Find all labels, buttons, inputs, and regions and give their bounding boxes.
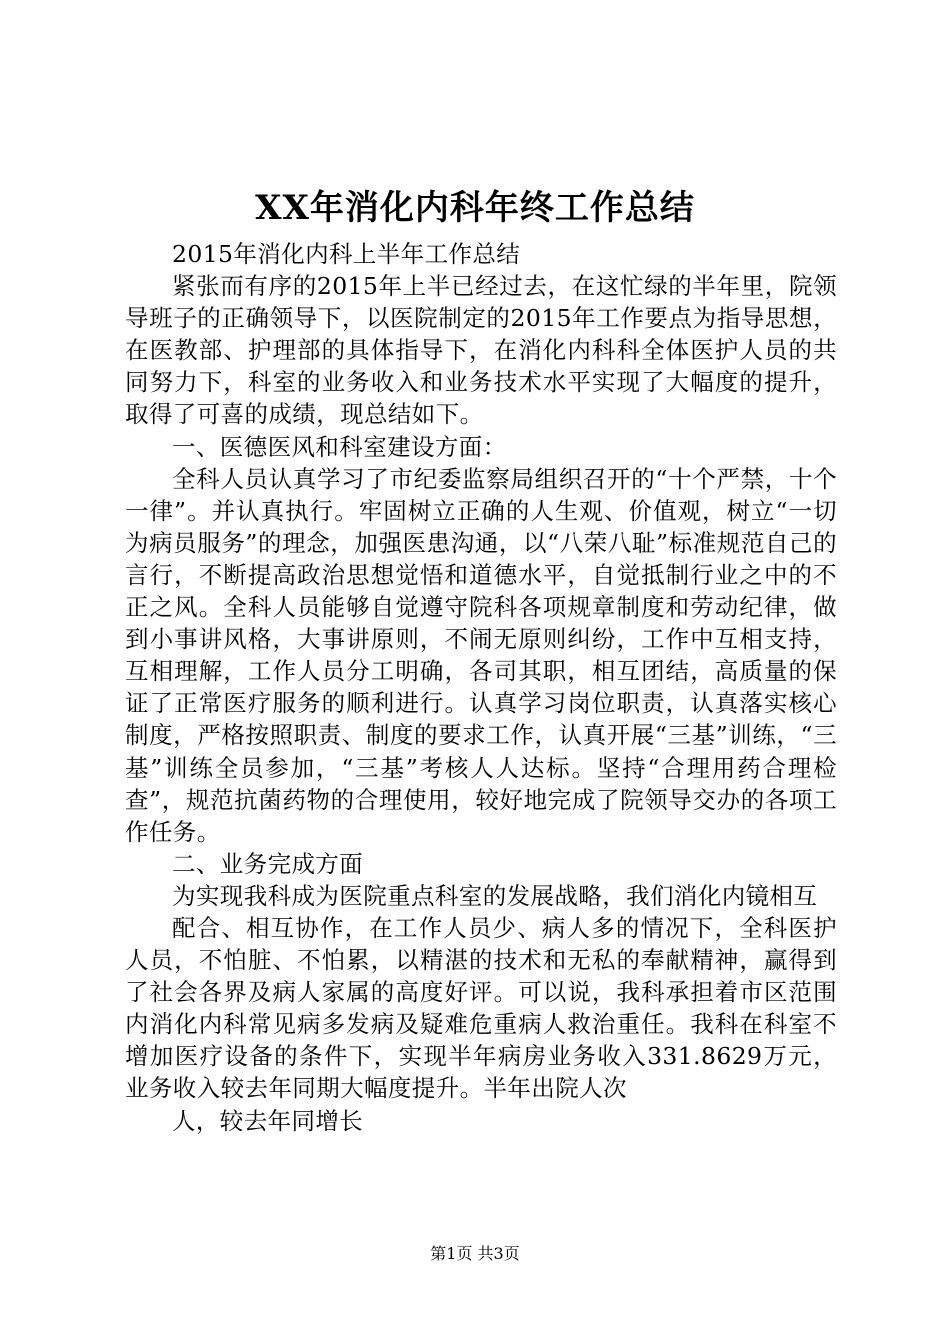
- paragraph-business-1: 为实现我科成为医院重点科室的发展战略，我们消化内镜相互: [172, 881, 818, 910]
- paragraph-business-2: 配合、相互协作，在工作人员少、病人多的情况下，全科医护人员，不怕脏、不怕累，以精湛的技术和无私的奉献精神，赢得到了社会各界及病人家属的高度好评。可以说，我科承担着市区范围内消化内科常见病多发病及疑难危重病人救治重任。我科在科室不增加医疗设备的条件下，实现半年病房业务收入331.8629万元，业务收入较去年同期大幅度提升。半年出院人次: [125, 913, 837, 1103]
- paragraph-subtitle: 2015年消化内科上半年工作总结: [172, 240, 521, 268]
- paragraph-ethics: 全科人员认真学习了市纪委监察局组织召开的“十个严禁，十个一律”。并认真执行。牢固树立正确的人生观、价值观，树立“一切为病员服务”的理念，加强医患沟通，以“八荣八耻”标准规范自己的言行，不断提高政治思想觉悟和道德水平，自觉抵制行业之中的不正之风。全科人员能够自觉遵守院科各项规章制度和劳动纪律，做到小事讲风格，大事讲原则，不闹无原则纠纷，工作中互相支持，互相理解，工作人员分工明确，各司其职，相互团结，高质量的保证了正常医疗服务的顺利进行。认真学习岗位职责，认真落实核心制度，严格按照职责、制度的要求工作，认真开展“三基”训练，“三基”训练全员参加，“三基”考核人人达标。坚持“合理用药合理检查”，规范抗菌药物的合理使用，较好地完成了院领导交办的各项工作任务。: [125, 464, 837, 846]
- paragraph-business-3: 人，较去年同增长: [172, 1106, 364, 1135]
- page-footer: 第1页 共3页: [430, 1244, 520, 1263]
- section-heading-ethics: 一、医德医风和科室建设方面：: [172, 432, 507, 461]
- paragraph-intro: 紧张而有序的2015年上半已经过去，在这忙绿的半年里，院领导班子的正确领导下，以医院制定的2015年工作要点为指导思想，在医教部、护理部的具体指导下，在消化内科科全体医护人员的共同努力下，科室的业务收入和业务技术水平实现了大幅度的提升，取得了可喜的成绩，现总结如下。: [125, 272, 837, 429]
- section-heading-business: 二、业务完成方面: [172, 849, 364, 878]
- document-title: XX年消化内科年终工作总结: [255, 188, 695, 228]
- document-body: [125, 238, 837, 1137]
